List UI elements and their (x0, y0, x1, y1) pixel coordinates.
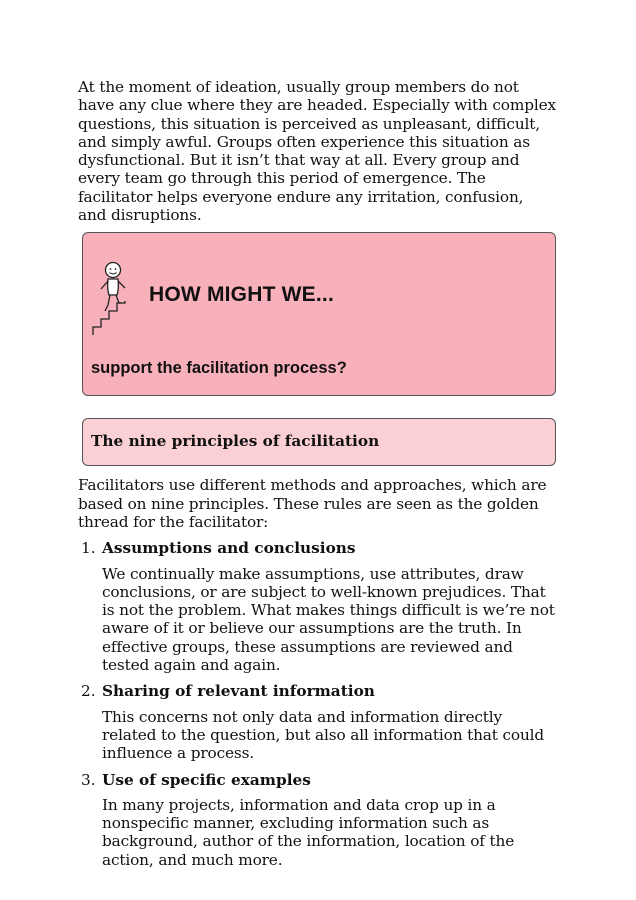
list-item (78, 539, 556, 674)
list-item-number: 2. (81, 682, 96, 701)
principles-list (78, 539, 556, 869)
intro-paragraph: At the moment of ideation, usually group members do not have any clue where they are headed. Especially with complex questions, this situation is perceived as unpleasant, difficult, and simply awful. Groups often experience this situation as dysfunctional. But it isn’t that way at all. Every group and every team go through this period of emergence. The facilitator helps everyone endure any irritation, confusion, and disruptions. (78, 78, 556, 225)
list-item (78, 682, 556, 762)
principles-heading: The nine principles of facilitation (91, 432, 380, 451)
hmw-title: HOW MIGHT WE... (149, 283, 334, 307)
list-item-title: Use of specific examples (102, 770, 311, 789)
principles-lead-paragraph: Facilitators use different methods and approaches, which are based on nine principles. These rules are seen as the golden thread for the facilitator: (78, 476, 547, 531)
list-item-body: We continually make assumptions, use attributes, draw conclusions, or are subject to well-known prejudices. That is not the problem. What makes things difficult is we’re not aware of it or believe our assumptions are the truth. In effective groups, these assumptions are reviewed and tested again and again. (102, 564, 555, 675)
list-item-body: This concerns not only data and information directly related to the question, but also all information that could influence a process. (102, 707, 545, 763)
stick-figure-stairs-icon (91, 261, 141, 337)
document-page (78, 78, 556, 877)
list-item-number: 1. (81, 539, 96, 558)
list-item-number: 3. (81, 770, 96, 789)
list-item-title: Assumptions and conclusions (102, 539, 356, 558)
list-item (78, 771, 556, 869)
hmw-question: support the facilitation process? (91, 359, 347, 378)
list-item-title: Sharing of relevant information (102, 682, 375, 701)
principles-heading-box (82, 418, 556, 466)
how-might-we-box (82, 232, 556, 396)
list-item-body: In many projects, information and data crop up in a nonspecific manner, excluding information such as background, author of the information, location of the action, and much more. (102, 795, 515, 869)
